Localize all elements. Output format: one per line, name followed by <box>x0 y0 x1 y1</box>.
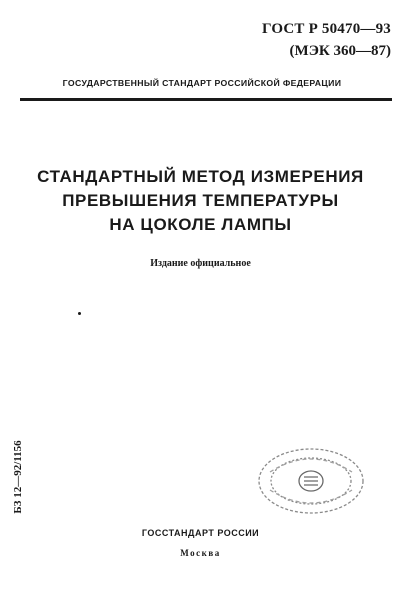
stamp-emblem-mark <box>304 477 318 485</box>
publisher: ГОССТАНДАРТ РОССИИ <box>141 528 260 538</box>
city: Москва <box>180 548 221 558</box>
title-line-2: ПРЕВЫШЕНИЯ ТЕМПЕРАТУРЫ <box>62 191 339 210</box>
document-title <box>0 165 401 237</box>
header-divider <box>20 98 392 101</box>
edition-label: Издание официальное <box>150 258 251 269</box>
state-standard-heading: ГОСУДАРСТВЕННЫЙ СТАНДАРТ РОССИЙСКОЙ ФЕДЕРАЦИИ <box>62 78 342 88</box>
side-code: БЗ 12—92/1156 <box>12 440 24 514</box>
library-stamp <box>256 446 366 516</box>
print-speck <box>78 312 81 315</box>
title-line-3: НА ЦОКОЛЕ ЛАМПЫ <box>109 215 292 234</box>
iec-number: (МЭК 360—87) <box>289 43 391 59</box>
gost-number: ГОСТ Р 50470—93 <box>261 21 391 37</box>
title-line-1: СТАНДАРТНЫЙ МЕТОД ИЗМЕРЕНИЯ <box>37 167 364 186</box>
